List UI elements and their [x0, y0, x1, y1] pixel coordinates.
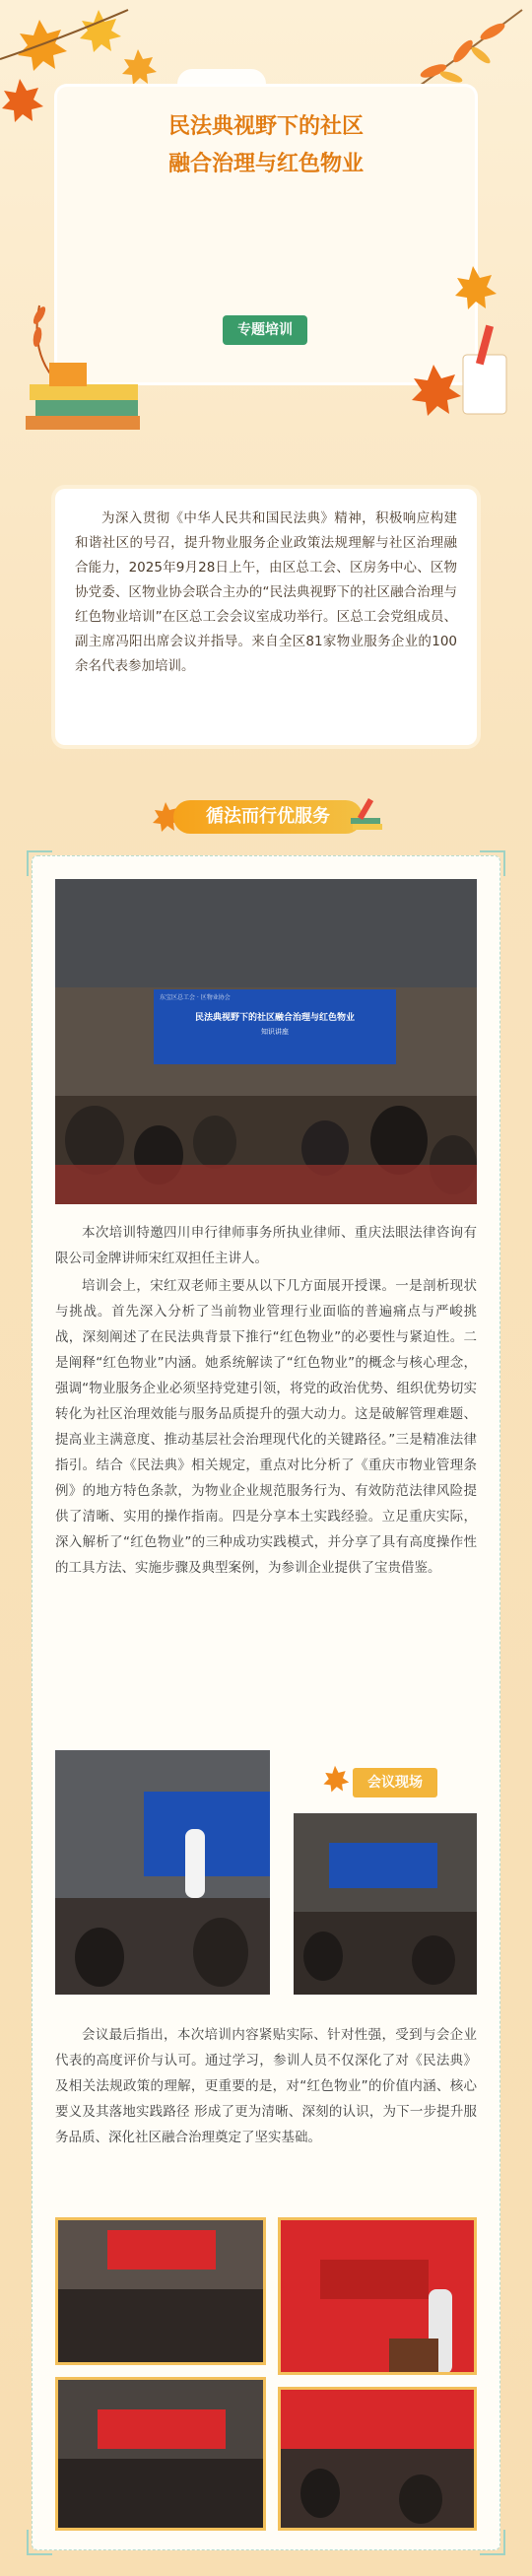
attendee — [303, 1932, 343, 1981]
speaker-figure — [185, 1829, 205, 1898]
screen-caption: 民法典视野下的社区融合治理与红色物业 — [194, 1013, 355, 1023]
corner-decoration — [27, 2530, 52, 2555]
lecture-hall-photo — [55, 879, 477, 1204]
speaker-paragraph: 本次培训特邀四川申行律师事务所执业律师、重庆法眼法律咨询有限公司金牌讲师宋红双担任主讲人。 — [55, 1225, 477, 1266]
speaker-podium-photo — [278, 2217, 477, 2375]
books-icon — [10, 276, 148, 434]
speaker-photo — [55, 1750, 270, 1995]
lecture-content-paragraph: 培训会上，宋红双老师主要从以下几方面展开授课。一是剖析现状与挑战。首先深入分析了当前物业管理行业面临的普遍痛点与严峻挑战，深刻阐述了在民法典背景下推行“红色物业”的必要性与紧迫性。二是阐释“红色物业”内涵。她系统解读了“红色物业”的概念与核心理念，强调“物业服务企业必须坚持党建引领，将党的政治优势、组织优势切实转化为社区治理效能与服务品质提升的强大动力。这是破解管理难题、提高业主满意度、推动基层社会治理现代化的关键路径。”三是精准法律指引。结合《民法典》相关规定，重点对比分析了《重庆市物业管理条例》的地方特色条款，为物业企业规范服务行为、有效防范法律风险提供了清晰、实用的操作指南。四是分享本土实践经验。立足重庆实际，深入解析了“红色物业”的三种成功实践模式，并分享了具有高度操作性的工具方法、实施步骤及典型案例，为参训企业提供了宝贵借鉴。 — [55, 1278, 477, 1576]
projection-screen — [154, 989, 396, 1064]
projection-screen — [98, 2409, 226, 2449]
summary-paragraph: 会议最后指出，本次培训内容紧贴实际、针对性强，受到与会企业代表的高度评价与认可。通过学习，参训人员不仅深化了对《民法典》及相关法规政策的理解，更重要的是，对“红色物业”的价值内涵、核心要义及其落地实践路径 形成了更为清晰、深刻的认识，为下一步提升服务品质、深化社区融合治理奠定了坚实基础。 — [55, 2027, 477, 2145]
screen-header: 东宝区总工会 · 区物业协会 — [160, 994, 231, 1001]
hall-overview-photo — [294, 1813, 477, 1995]
corner-decoration — [480, 2530, 505, 2555]
pencil-cup-icon — [394, 246, 532, 434]
audience-photo-2 — [55, 2377, 266, 2531]
intro-paragraph: 为深入贯彻《中华人民共和国民法典》精神，积极响应构建和谐社区的号召，提升物业服务企业政策法规理解与社区治理融合能力，2025年9月28日上午，由区总工会、区房务中心、区物协党委、区物业协会联合主办的“民法典视野下的社区融合治理与红色物业培训”在区总工会会议室成功举行。区总工会党组成员、副主席冯阳出席会议并指导。来自全区81家物业服务企业的100余名代表参加培训。 — [55, 489, 477, 745]
corner-decoration — [480, 850, 505, 876]
projection-screen — [329, 1843, 437, 1888]
maple-leaf-icon — [319, 1764, 351, 1796]
screen-subcaption: 知识讲座 — [261, 1028, 289, 1036]
audience-photo — [55, 2217, 266, 2365]
topic-badge: 专题培训 — [223, 315, 307, 345]
title-line-2: 融合治理与红色物业 — [167, 152, 364, 176]
page-title — [0, 108, 532, 183]
audience-photo-3 — [278, 2387, 477, 2531]
attendee — [193, 1918, 248, 1987]
attendee — [412, 1935, 455, 1985]
section-title: 循法而行优服务 — [173, 800, 363, 834]
title-line-1: 民法典视野下的社区 — [167, 114, 364, 139]
attendee — [193, 1116, 236, 1169]
projection-screen — [107, 2230, 216, 2270]
section-header — [148, 796, 380, 838]
hero-banner — [0, 0, 532, 453]
books-small-icon — [349, 796, 384, 836]
attendee — [399, 2474, 442, 2524]
attendee — [75, 1928, 124, 1987]
meeting-site-badge: 会议现场 — [353, 1768, 437, 1797]
corner-decoration — [27, 850, 52, 876]
projection-screen — [144, 1792, 270, 1876]
attendee — [300, 2469, 340, 2518]
